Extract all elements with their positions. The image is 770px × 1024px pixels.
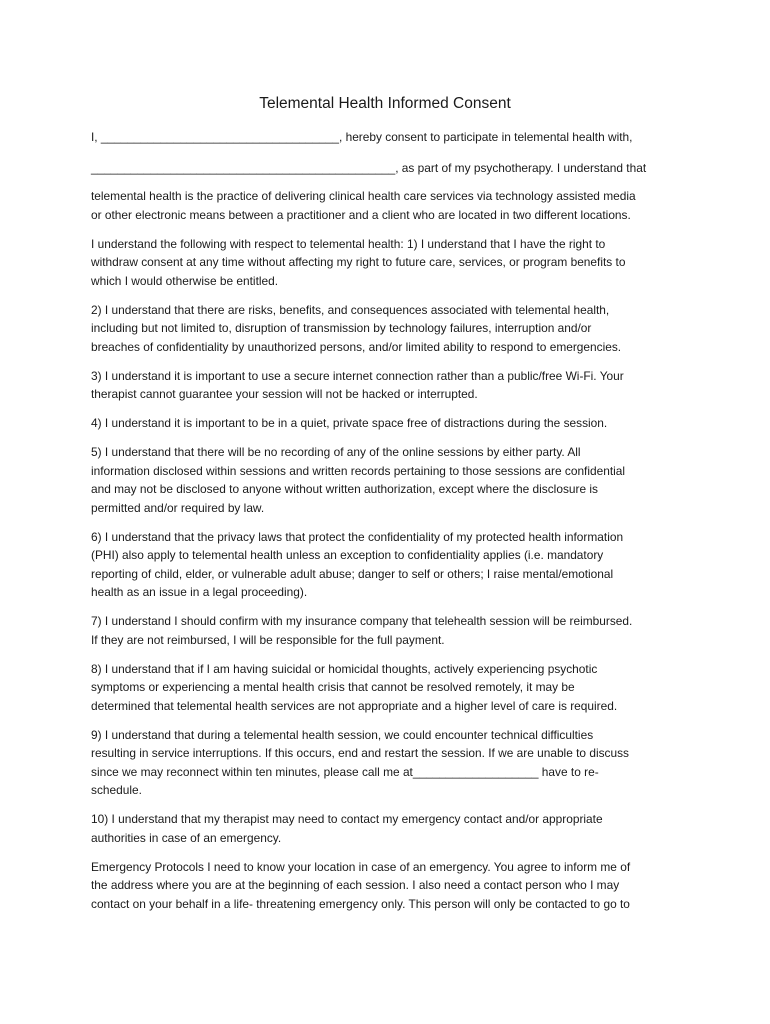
paragraph-item-5 [91,443,691,517]
paragraph-line: information disclosed within sessions and written records pertaining to those sessions are confidential [91,463,626,478]
intro-line-2: ______________________________________________, as part of my psychotherapy. I understand that [91,160,647,175]
paragraph-item-8 [91,660,691,716]
paragraph-line: I understand the following with respect to telemental health: 1) I understand that I have the right to [91,236,606,251]
paragraph-emergency-protocols [91,858,691,914]
paragraph-line: reporting of child, elder, or vulnerable adult abuse; danger to self or others; I raise mental/emotional [91,566,614,581]
intro-block [91,128,691,177]
paragraph-line: breaches of confidentiality by unauthorized persons, and/or limited ability to respond to emergencies. [91,339,622,354]
paragraph-item-10 [91,810,691,847]
paragraph-line: schedule. [91,783,142,797]
paragraph-line: 8) I understand that if I am having suicidal or homicidal thoughts, actively experiencing psychotic [91,661,598,676]
paragraph-line: 5) I understand that there will be no recording of any of the online sessions by either party. All [91,445,581,459]
paragraph-line: since we may reconnect within ten minutes, please call me at___________________ have to re- [91,764,599,779]
intro-line-1: I, ____________________________________, hereby consent to participate in telemental health with, [91,130,633,144]
paragraph-item-9 [91,726,691,800]
paragraph-line: 7) I understand I should confirm with my insurance company that telehealth session will be reimbursed. [91,614,633,628]
paragraph-line: including but not limited to, disruption of transmission by technology failures, interruption and/or [91,321,592,335]
paragraph-line: determined that telemental health services are not appropriate and a higher level of care is required. [91,698,618,713]
paragraph-line: 4) I understand it is important to be in a quiet, private space free of distractions during the session. [91,416,608,430]
paragraph-line: therapist cannot guarantee your session will not be hacked or interrupted. [91,387,478,401]
paragraph-line: and may not be disclosed to anyone without written authorization, except where the disclosure is [91,482,598,496]
paragraph-line: or other electronic means between a practitioner and a client who are located in two different locations. [91,207,631,222]
paragraph-line: 6) I understand that the privacy laws that protect the confidentiality of my protected health information [91,529,624,544]
paragraph-line: 2) I understand that there are risks, benefits, and consequences associated with telemental health, [91,302,610,317]
paragraph-line: resulting in service interruptions. If this occurs, end and restart the session. If we are unable to discuss [91,746,629,760]
paragraph-line: (PHI) also apply to telemental health unless an exception to confidentiality applies (i.e. mandatory [91,548,604,562]
paragraph-line: the address where you are at the beginning of each session. I also need a contact person who I may [91,878,620,892]
paragraph-line: authorities in case of an emergency. [91,830,282,845]
document-body [91,128,691,924]
paragraph-line: 3) I understand it is important to use a secure internet connection rather than a public/free Wi-Fi. Your [91,368,624,383]
paragraph-line: If they are not reimbursed, I will be responsible for the full payment. [91,632,445,647]
paragraph-line: health as an issue in a legal proceeding). [91,585,308,599]
paragraph-item-3 [91,367,691,404]
paragraph-line: withdraw consent at any time without affecting my right to future care, services, or program benefits to [91,255,626,269]
paragraph-definition [91,187,691,224]
paragraph-line: 10) I understand that my therapist may need to contact my emergency contact and/or appropriate [91,812,603,826]
document-title: Telemental Health Informed Consent [259,95,511,112]
paragraph-item-2 [91,301,691,357]
paragraph-line: contact on your behalf in a life- threatening emergency only. This person will only be contacted to go to [91,896,630,911]
paragraph-line: which I would otherwise be entitled. [91,273,279,288]
paragraph-line: symptoms or experiencing a mental health crisis that cannot be resolved remotely, it may be [91,680,575,694]
paragraph-item-4 [91,414,691,433]
paragraph-line: Emergency Protocols I need to know your location in case of an emergency. You agree to inform me of [91,859,631,874]
paragraph-line: 9) I understand that during a telemental health session, we could encounter technical difficulties [91,727,594,742]
paragraph-item-7 [91,612,691,649]
paragraph-item-1 [91,235,691,291]
paragraph-line: permitted and/or required by law. [91,500,265,515]
paragraph-item-6 [91,528,691,602]
paragraph-line: telemental health is the practice of delivering clinical health care services via technology assisted media [91,189,636,203]
